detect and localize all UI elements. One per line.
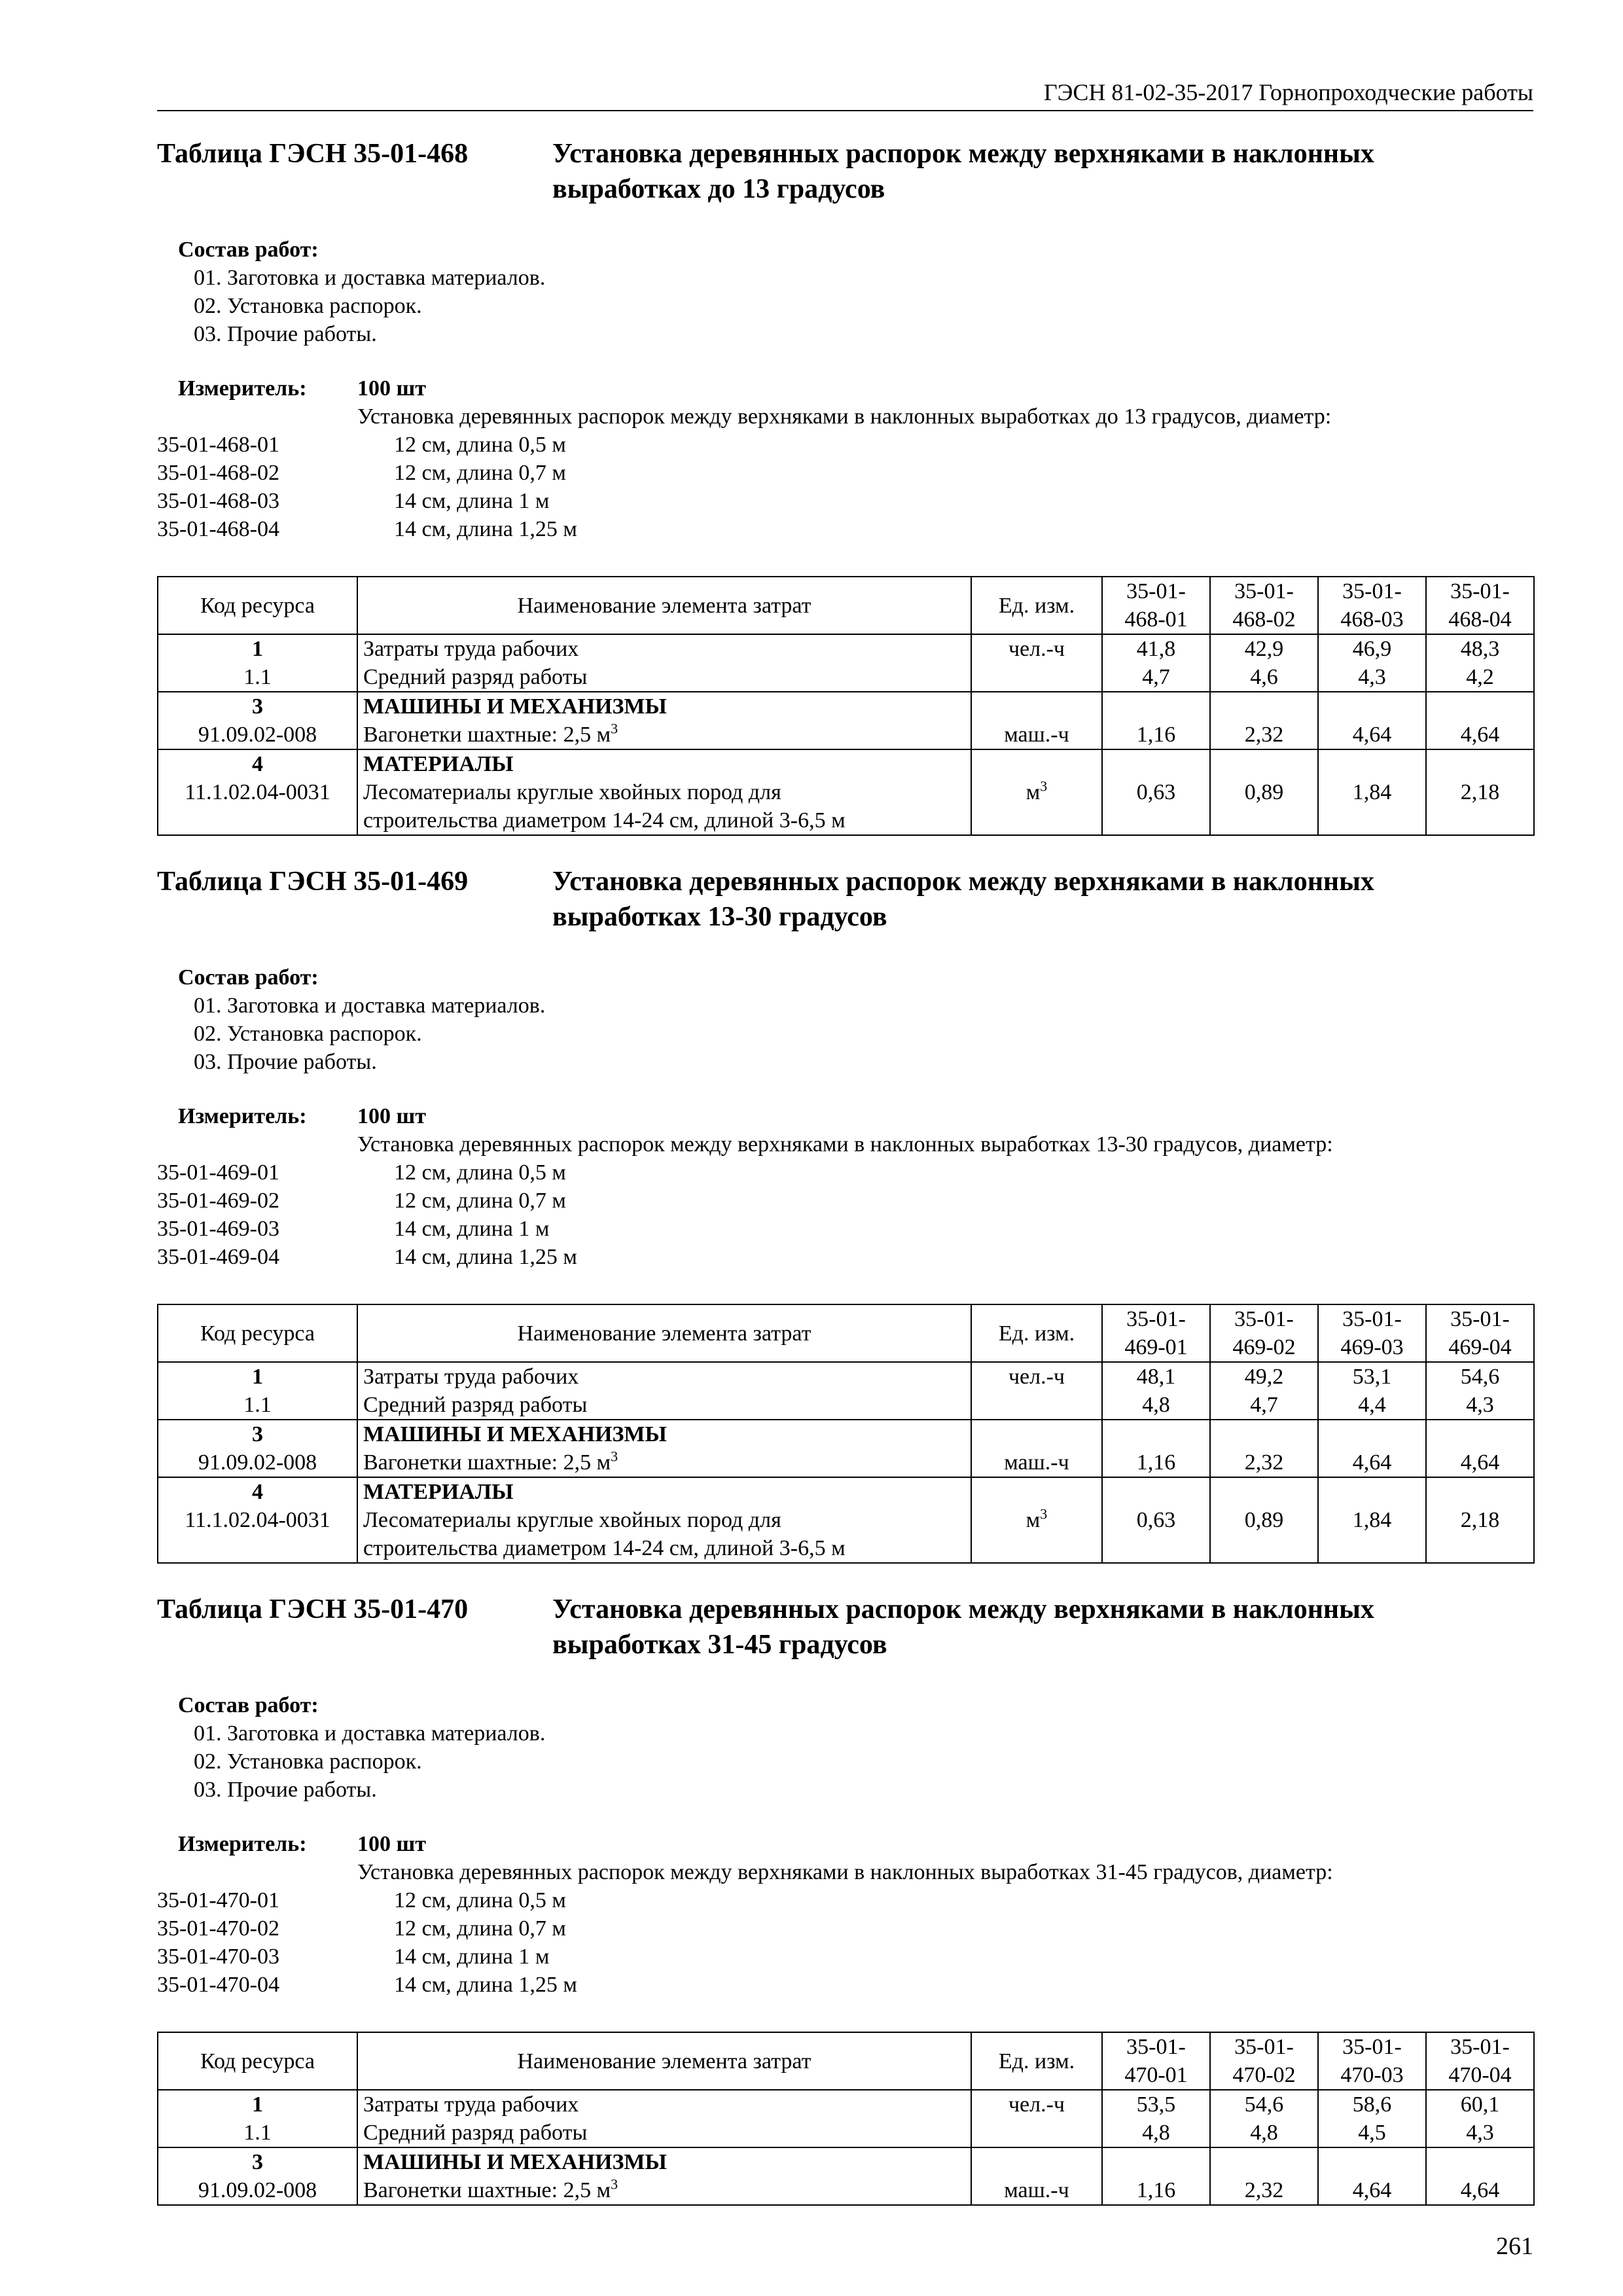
resource-unit: маш.-ч xyxy=(971,1420,1102,1477)
norm-table-section-470 xyxy=(157,1592,1533,2206)
header-variant: 35-01- 470-03 xyxy=(1318,2032,1426,2090)
composition-item: 03. Прочие работы. xyxy=(194,1778,377,1802)
table-title-line: выработках 13-30 градусов xyxy=(552,902,887,932)
variant-row xyxy=(157,487,1533,515)
value-cell: 42,9 4,6 xyxy=(1210,634,1318,692)
table-header-row xyxy=(158,1304,1534,1362)
cost-table xyxy=(157,1304,1535,1564)
value-cell: 53,5 4,8 xyxy=(1102,2090,1210,2147)
table-id: Таблица ГЭСН 35-01-470 xyxy=(157,1594,469,1624)
composition-item: 02. Установка распорок. xyxy=(194,294,422,318)
value-cell: 4,64 xyxy=(1318,2147,1426,2205)
meter-row xyxy=(157,374,1533,403)
table-row-materials xyxy=(158,749,1534,835)
meter-row xyxy=(157,1102,1533,1130)
variant-text: 12 см, длина 0,5 м xyxy=(394,1160,566,1185)
resource-code: 1 1.1 xyxy=(158,634,357,692)
resource-code: 4 11.1.02.04-0031 xyxy=(158,1477,357,1563)
value-cell: 2,32 xyxy=(1210,692,1318,749)
table-title-line: Установка деревянных распорок между верхняками в наклонных xyxy=(552,867,1374,897)
norm-table-section-469 xyxy=(157,864,1533,1564)
variant-code: 35-01-469-02 xyxy=(157,1189,279,1213)
header-variant: 35-01- 470-04 xyxy=(1426,2032,1534,2090)
variant-text: 12 см, длина 0,7 м xyxy=(394,1189,566,1213)
meter-description: Установка деревянных распорок между верхняками в наклонных выработках до 13 градусов, диаметр: xyxy=(357,404,1332,429)
resource-name: МАШИНЫ И МЕХАНИЗМЫ Вагонетки шахтные: 2,5 $м^3$ xyxy=(357,1420,971,1477)
composition-heading: Состав работ: xyxy=(178,965,319,990)
header-name: Наименование элемента затрат xyxy=(357,577,971,634)
table-title-line: выработках до 13 градусов xyxy=(552,174,885,204)
header-variant: 35-01- 470-01 xyxy=(1102,2032,1210,2090)
variant-text: 14 см, длина 1 м xyxy=(394,1217,550,1241)
value-cell: 53,1 4,4 xyxy=(1318,1362,1426,1420)
resource-name: Затраты труда рабочих Средний разряд работы xyxy=(357,1362,971,1420)
meter-row xyxy=(157,1830,1533,1858)
resource-name: МАШИНЫ И МЕХАНИЗМЫ Вагонетки шахтные: 2,5 $м^3$ xyxy=(357,2147,971,2205)
header-variant: 35-01- 468-02 xyxy=(1210,577,1318,634)
section-title xyxy=(157,864,1533,936)
composition-item: 01. Заготовка и доставка материалов. xyxy=(194,994,546,1018)
resource-unit: чел.-ч xyxy=(971,2090,1102,2147)
table-row-machines xyxy=(158,692,1534,749)
resource-unit: маш.-ч xyxy=(971,692,1102,749)
cost-table xyxy=(157,2032,1535,2206)
value-cell: 0,63 xyxy=(1102,1477,1210,1563)
variant-text: 14 см, длина 1 м xyxy=(394,489,550,513)
meter-description: Установка деревянных распорок между верхняками в наклонных выработках 13-30 градусов, диаметр: xyxy=(357,1132,1333,1157)
table-id: Таблица ГЭСН 35-01-468 xyxy=(157,139,469,169)
meter-unit: 100 шт xyxy=(357,1104,426,1128)
composition-heading: Состав работ: xyxy=(178,238,319,262)
variant-text: 12 см, длина 0,5 м xyxy=(394,1888,566,1912)
resource-code: 1 1.1 xyxy=(158,1362,357,1420)
running-header: ГЭСН 81-02-35-2017 Горнопроходческие работы xyxy=(157,75,1533,111)
header-name: Наименование элемента затрат xyxy=(357,2032,971,2090)
variant-row xyxy=(157,1215,1533,1243)
header-name: Наименование элемента затрат xyxy=(357,1304,971,1362)
header-code: Код ресурса xyxy=(158,1304,357,1362)
variant-row xyxy=(157,1158,1533,1187)
value-cell: 0,89 xyxy=(1210,749,1318,835)
value-cell: 2,18 xyxy=(1426,749,1534,835)
table-title-line: Установка деревянных распорок между верхняками в наклонных xyxy=(552,139,1374,169)
resource-unit: $м^3$ xyxy=(971,1477,1102,1563)
variant-code: 35-01-470-02 xyxy=(157,1916,279,1941)
variant-row xyxy=(157,1914,1533,1943)
value-cell: 60,1 4,3 xyxy=(1426,2090,1534,2147)
value-cell: 54,6 4,3 xyxy=(1426,1362,1534,1420)
cost-table xyxy=(157,576,1535,836)
resource-name: МАШИНЫ И МЕХАНИЗМЫ Вагонетки шахтные: 2,5 $м^3$ xyxy=(357,692,971,749)
table-row-labor xyxy=(158,2090,1534,2147)
variant-text: 14 см, длина 1,25 м xyxy=(394,1973,577,1997)
value-cell: 4,64 xyxy=(1318,692,1426,749)
variant-text: 14 см, длина 1,25 м xyxy=(394,1245,577,1269)
table-row-materials xyxy=(158,1477,1534,1563)
variant-code: 35-01-468-02 xyxy=(157,461,279,485)
resource-code: 3 91.09.02-008 xyxy=(158,1420,357,1477)
resource-name: МАТЕРИАЛЫ Лесоматериалы круглые хвойных пород для строительства диаметром 14-24 см, длиной 3-6,5 м xyxy=(357,749,971,835)
table-title xyxy=(552,1592,1534,1662)
meter-label: Измеритель: xyxy=(178,376,307,401)
value-cell: 1,84 xyxy=(1318,1477,1426,1563)
value-cell: 0,89 xyxy=(1210,1477,1318,1563)
variant-text: 14 см, длина 1 м xyxy=(394,1945,550,1969)
composition-item: 03. Прочие работы. xyxy=(194,1050,377,1074)
table-header-row xyxy=(158,577,1534,634)
resource-name: Затраты труда рабочих Средний разряд работы xyxy=(357,634,971,692)
page-number: 261 xyxy=(1496,2233,1533,2260)
table-header-row xyxy=(158,2032,1534,2090)
table-row-labor xyxy=(158,1362,1534,1420)
meter-unit: 100 шт xyxy=(357,1832,426,1856)
variant-row xyxy=(157,459,1533,487)
value-cell: 2,32 xyxy=(1210,2147,1318,2205)
composition-item: 03. Прочие работы. xyxy=(194,322,377,346)
section-title xyxy=(157,136,1533,208)
value-cell: 4,64 xyxy=(1426,2147,1534,2205)
resource-unit: чел.-ч xyxy=(971,634,1102,692)
header-variant: 35-01- 468-04 xyxy=(1426,577,1534,634)
header-variant: 35-01- 469-04 xyxy=(1426,1304,1534,1362)
header-code: Код ресурса xyxy=(158,577,357,634)
value-cell: 1,16 xyxy=(1102,1420,1210,1477)
variant-code: 35-01-468-01 xyxy=(157,433,279,457)
resource-code: 4 11.1.02.04-0031 xyxy=(158,749,357,835)
variant-code: 35-01-470-03 xyxy=(157,1945,279,1969)
composition-item: 02. Установка распорок. xyxy=(194,1022,422,1046)
norm-table-section-468 xyxy=(157,136,1533,836)
value-cell: 2,32 xyxy=(1210,1420,1318,1477)
variant-text: 12 см, длина 0,5 м xyxy=(394,433,566,457)
table-row-labor xyxy=(158,634,1534,692)
header-variant: 35-01- 469-02 xyxy=(1210,1304,1318,1362)
composition-heading: Состав работ: xyxy=(178,1693,319,1717)
value-cell: 54,6 4,8 xyxy=(1210,2090,1318,2147)
value-cell: 49,2 4,7 xyxy=(1210,1362,1318,1420)
table-title-line: выработках 31-45 градусов xyxy=(552,1630,887,1660)
value-cell: 48,3 4,2 xyxy=(1426,634,1534,692)
variant-code: 35-01-469-01 xyxy=(157,1160,279,1185)
resource-code: 3 91.09.02-008 xyxy=(158,2147,357,2205)
meter-unit: 100 шт xyxy=(357,376,426,401)
resource-name: Затраты труда рабочих Средний разряд работы xyxy=(357,2090,971,2147)
header-unit: Ед. изм. xyxy=(971,2032,1102,2090)
variant-code: 35-01-469-03 xyxy=(157,1217,279,1241)
value-cell: 46,9 4,3 xyxy=(1318,634,1426,692)
variant-row xyxy=(157,1187,1533,1215)
variant-code: 35-01-470-04 xyxy=(157,1973,279,1997)
resource-code: 1 1.1 xyxy=(158,2090,357,2147)
value-cell: 58,6 4,5 xyxy=(1318,2090,1426,2147)
header-unit: Ед. изм. xyxy=(971,577,1102,634)
value-cell: 4,64 xyxy=(1426,1420,1534,1477)
header-variant: 35-01- 469-01 xyxy=(1102,1304,1210,1362)
table-title xyxy=(552,864,1534,935)
header-variant: 35-01- 470-02 xyxy=(1210,2032,1318,2090)
table-title-line: Установка деревянных распорок между верхняками в наклонных xyxy=(552,1594,1374,1624)
header-variant: 35-01- 469-03 xyxy=(1318,1304,1426,1362)
variant-row xyxy=(157,1886,1533,1914)
resource-code: 3 91.09.02-008 xyxy=(158,692,357,749)
value-cell: 0,63 xyxy=(1102,749,1210,835)
value-cell: 48,1 4,8 xyxy=(1102,1362,1210,1420)
resource-unit: маш.-ч xyxy=(971,2147,1102,2205)
variant-row xyxy=(157,515,1533,543)
meter-description: Установка деревянных распорок между верхняками в наклонных выработках 31-45 градусов, диаметр: xyxy=(357,1860,1333,1884)
variant-text: 12 см, длина 0,7 м xyxy=(394,1916,566,1941)
value-cell: 41,8 4,7 xyxy=(1102,634,1210,692)
variant-text: 14 см, длина 1,25 м xyxy=(394,517,577,541)
variant-code: 35-01-468-03 xyxy=(157,489,279,513)
resource-name: МАТЕРИАЛЫ Лесоматериалы круглые хвойных пород для строительства диаметром 14-24 см, длиной 3-6,5 м xyxy=(357,1477,971,1563)
header-variant: 35-01- 468-01 xyxy=(1102,577,1210,634)
table-title xyxy=(552,136,1534,207)
composition-item: 01. Заготовка и доставка материалов. xyxy=(194,1721,546,1746)
variant-row xyxy=(157,1243,1533,1271)
value-cell: 1,16 xyxy=(1102,2147,1210,2205)
value-cell: 4,64 xyxy=(1426,692,1534,749)
table-row-machines xyxy=(158,1420,1534,1477)
resource-unit: $м^3$ xyxy=(971,749,1102,835)
table-id: Таблица ГЭСН 35-01-469 xyxy=(157,867,469,897)
value-cell: 2,18 xyxy=(1426,1477,1534,1563)
meter-label: Измеритель: xyxy=(178,1104,307,1128)
variant-code: 35-01-470-01 xyxy=(157,1888,279,1912)
table-row-machines xyxy=(158,2147,1534,2205)
variant-code: 35-01-468-04 xyxy=(157,517,279,541)
composition-item: 02. Установка распорок. xyxy=(194,1749,422,1774)
header-variant: 35-01- 468-03 xyxy=(1318,577,1426,634)
resource-unit: чел.-ч xyxy=(971,1362,1102,1420)
meter-label: Измеритель: xyxy=(178,1832,307,1856)
value-cell: 4,64 xyxy=(1318,1420,1426,1477)
variant-text: 12 см, длина 0,7 м xyxy=(394,461,566,485)
header-code: Код ресурса xyxy=(158,2032,357,2090)
section-title xyxy=(157,1592,1533,1664)
variant-code: 35-01-469-04 xyxy=(157,1245,279,1269)
value-cell: 1,84 xyxy=(1318,749,1426,835)
variant-row xyxy=(157,1943,1533,1971)
variant-row xyxy=(157,431,1533,459)
variant-row xyxy=(157,1971,1533,1999)
composition-item: 01. Заготовка и доставка материалов. xyxy=(194,266,546,290)
header-unit: Ед. изм. xyxy=(971,1304,1102,1362)
value-cell: 1,16 xyxy=(1102,692,1210,749)
